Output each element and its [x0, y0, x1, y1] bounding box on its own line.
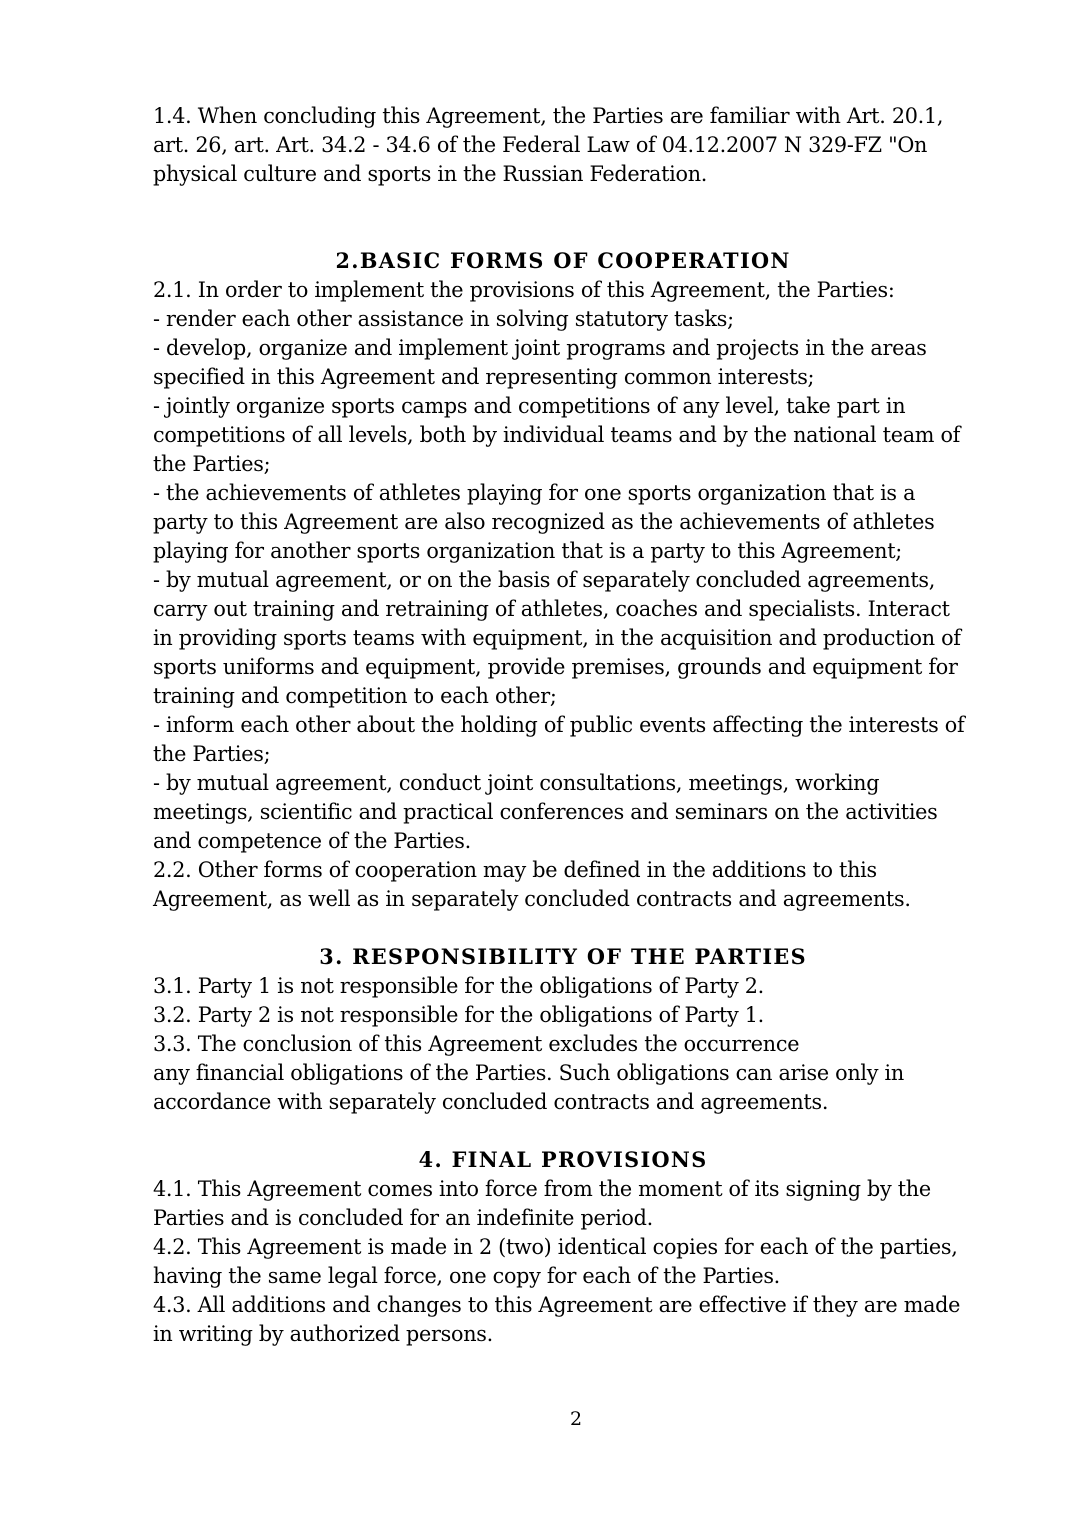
list-item: - the achievements of athletes playing for one sports organization that is a party to this Agreement are also recognized as the achievements of athletes playing for another sports organization that is a party to this Agreement; [153, 481, 935, 564]
list-item: - jointly organize sports camps and competitions of any level, take part in competitions of all levels, both by individual teams and by the national team of the Parties; [153, 394, 961, 477]
section-3-heading: 3. RESPONSIBILITY OF THE PARTIES [319, 945, 807, 970]
spacer [153, 1117, 973, 1146]
list-item: - by mutual agreement, conduct joint consultations, meetings, working meetings, scientific and practical conferences and seminars on the activities and competence of the Parties. [153, 771, 938, 854]
paragraph-4-3: 4.3. All additions and changes to this Agreement are effective if they are made in writing by authorized persons. [153, 1293, 961, 1347]
section-2-heading: 2.BASIC FORMS OF COOPERATION [335, 249, 791, 274]
list-item: - render each other assistance in solving statutory tasks; [153, 307, 734, 332]
paragraph-4-1: 4.1. This Agreement comes into force from the moment of its signing by the Parties and is concluded for an indefinite period. [153, 1177, 931, 1231]
list-item: - inform each other about the holding of public events affecting the interests of the Parties; [153, 713, 965, 767]
paragraph-4-2: 4.2. This Agreement is made in 2 (two) identical copies for each of the parties, having the same legal force, one copy for each of the Parties. [153, 1235, 958, 1289]
paragraph-3-3: 3.3. The conclusion of this Agreement excludes the occurrence [153, 1032, 800, 1057]
list-item: - by mutual agreement, or on the basis of separately concluded agreements, carry out training and retraining of athletes, coaches and specialists. Interact in providing sports teams with equipment, in the acquisition and production of sports uniforms and equipment, provide premises, grounds and equipment for training and competition to each other; [153, 568, 961, 709]
document-body [153, 102, 973, 1349]
spacer [153, 189, 973, 247]
page-number: 2 [569, 1408, 583, 1430]
paragraph-2-2: 2.2. Other forms of cooperation may be defined in the additions to this Agreement, as well as in separately concluded contracts and agreements. [153, 858, 911, 912]
paragraph-1-4: 1.4. When concluding this Agreement, the Parties are familiar with Art. 20.1, art. 26, art. Art. 34.2 - 34.6 of the Federal Law of 04.12.2007 N 329-FZ "On physical culture and sports in the Russian Federation. [153, 104, 944, 187]
list-item: - develop, organize and implement joint programs and projects in the areas specified in this Agreement and representing common interests; [153, 336, 927, 390]
paragraph-3-2: 3.2. Party 2 is not responsible for the obligations of Party 1. [153, 1003, 764, 1028]
paragraph-2-1: 2.1. In order to implement the provisions of this Agreement, the Parties: [153, 278, 895, 303]
paragraph-3-3-continued: any financial obligations of the Parties. Such obligations can arise only in accordance with separately concluded contracts and agreements. [153, 1061, 904, 1115]
paragraph-3-1: 3.1. Party 1 is not responsible for the obligations of Party 2. [153, 974, 764, 999]
spacer [153, 914, 973, 943]
section-4-heading: 4. FINAL PROVISIONS [418, 1148, 708, 1173]
